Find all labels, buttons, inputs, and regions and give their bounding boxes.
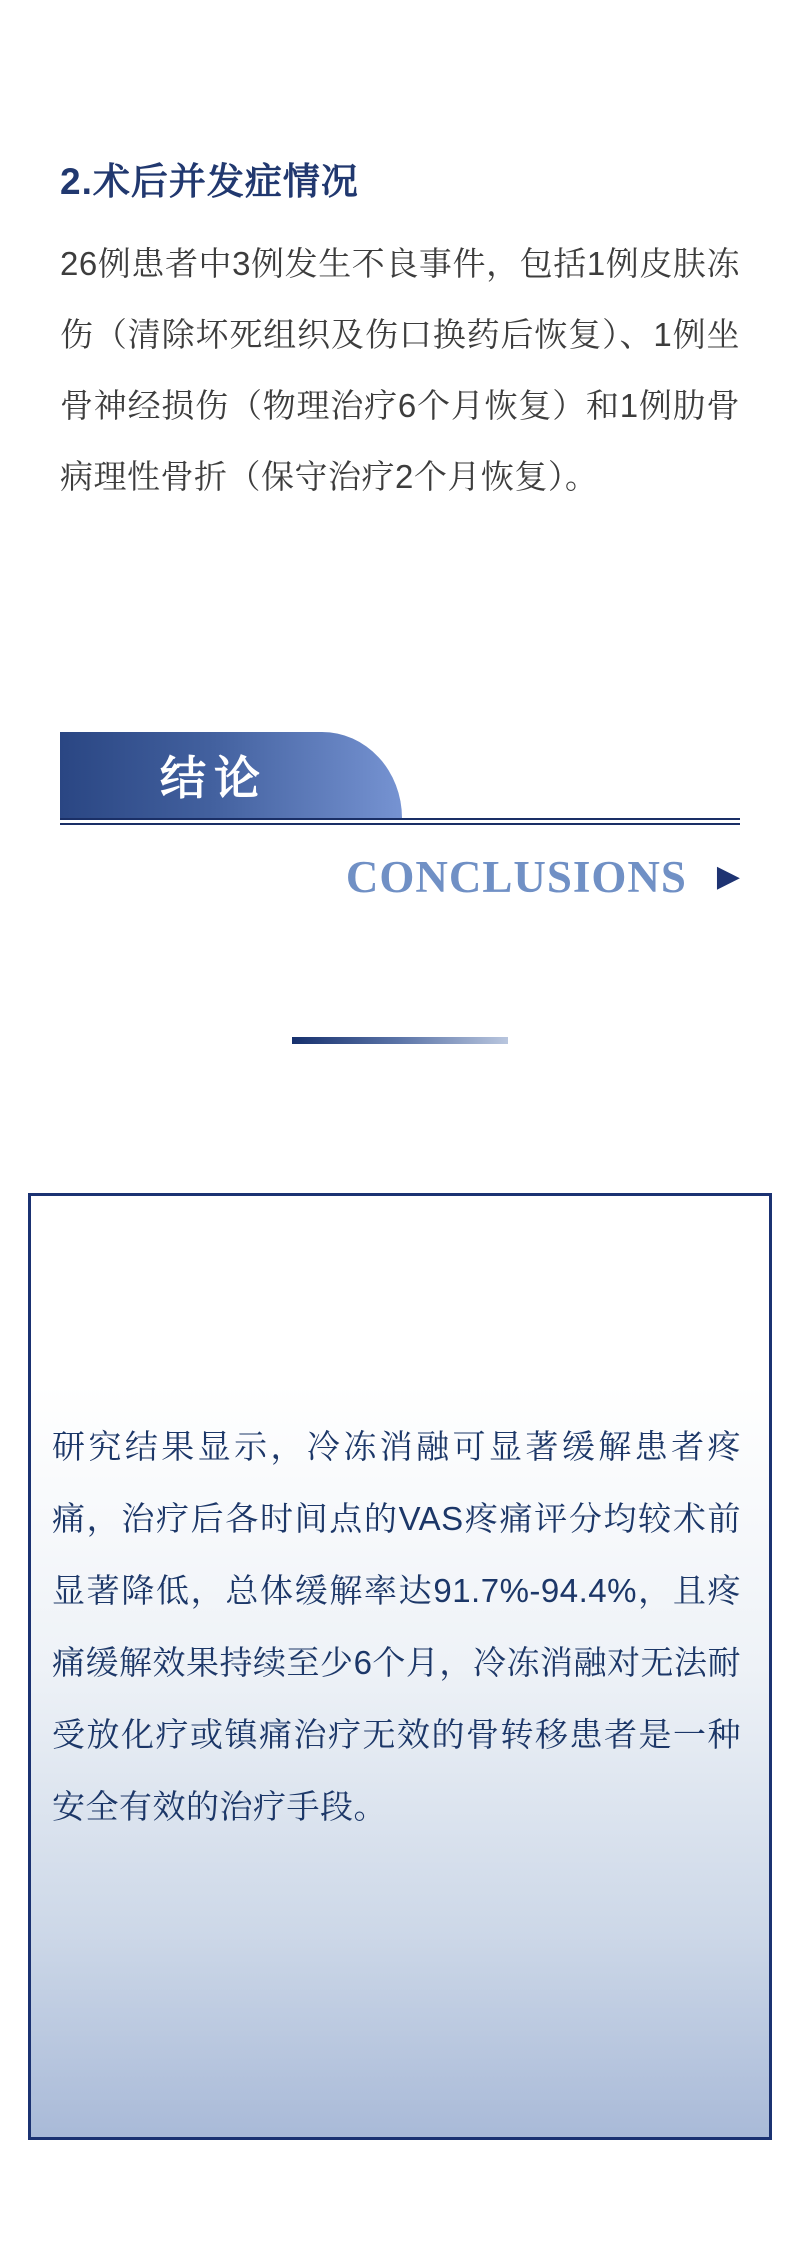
article [0, 0, 800, 1044]
conclusion-banner-label-cn: 结论 [160, 753, 268, 804]
double-rule-thin-line [60, 823, 740, 825]
arrow-right-icon: ▶ [716, 860, 740, 893]
gradient-divider [292, 1037, 508, 1044]
conclusion-box-paragraph: 研究结果显示，冷冻消融可显著缓解患者疼痛，治疗后各时间点的VAS疼痛评分均较术前显著降低，总体缓解率达91.7%-94.4%，且疼痛缓解效果持续至少6个月，冷冻消融对无法耐受放化疗或镇痛治疗无效的骨转移患者是一种安全有效的治疗手段。 [52, 1428, 741, 1825]
conclusion-banner-label-en: CONCLUSIONS [345, 852, 687, 902]
conclusion-banner-row [60, 732, 740, 820]
postop-complications-paragraph: 26例患者中3例发生不良事件，包括1例皮肤冻伤（清除坏死组织及伤口换药后恢复）、1例坐骨神经损伤（物理治疗6个月恢复）和1例肋骨病理性骨折（保守治疗2个月恢复）。 [60, 245, 740, 495]
conclusion-english-row [60, 851, 740, 903]
postop-complications-heading: 2.术后并发症情况 [60, 161, 359, 202]
conclusion-box [28, 1193, 772, 2140]
conclusion-banner-tab [60, 732, 402, 818]
